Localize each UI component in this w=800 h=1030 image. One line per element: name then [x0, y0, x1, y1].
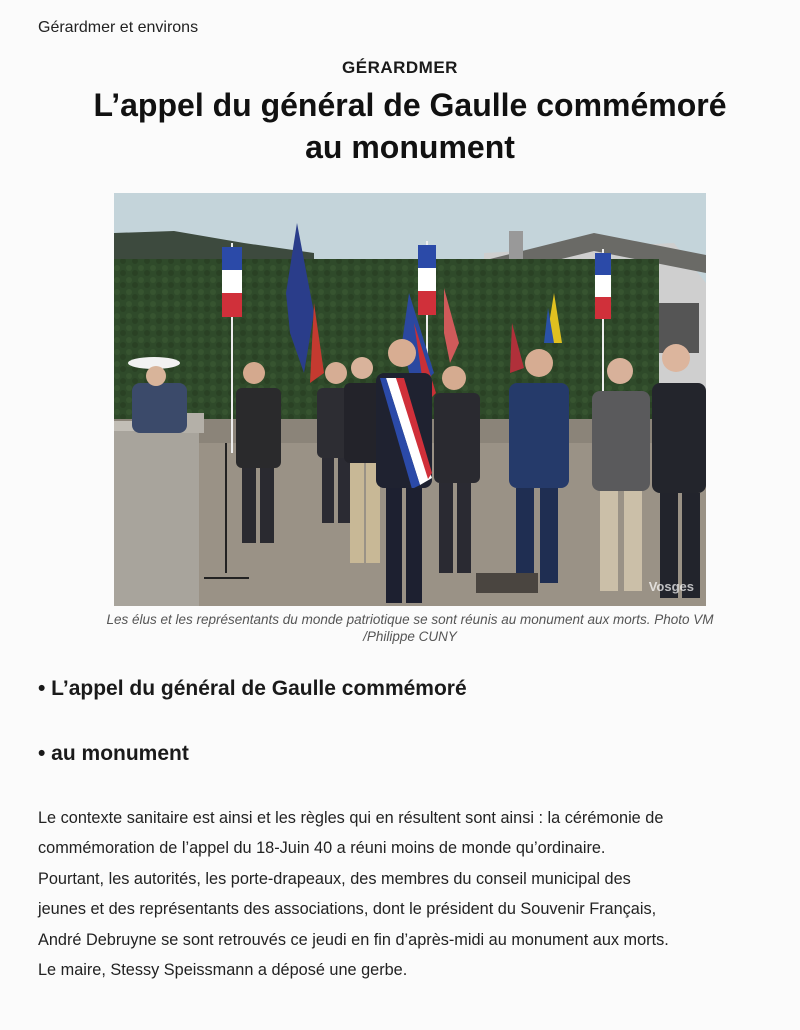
body-line: Le maire, Stessy Speissmann a déposé une gerbe.	[38, 961, 408, 980]
ceremony-photo	[114, 193, 706, 606]
body-line: Le contexte sanitaire est ainsi et les règles qui en résultent sont ainsi : la cérémonie de	[38, 809, 664, 827]
body-line: commémoration de l’appel du 18-Juin 40 a réuni moins de monde qu’ordinaire.	[38, 839, 606, 858]
headline-line-1: L’appel du général de Gaulle commémoré	[93, 87, 727, 123]
section-label: Gérardmer et environs	[38, 19, 199, 36]
headline-line-2: au monument	[305, 129, 515, 165]
article-body	[38, 803, 778, 985]
caption-line-2: /Philippe CUNY	[363, 629, 457, 644]
bullet-heading-1: • L’appel du général de Gaulle commémoré	[38, 677, 467, 700]
kicker: GÉRARDMER	[342, 58, 458, 77]
bullet-heading-2: • au monument	[38, 742, 189, 765]
headline	[20, 84, 800, 168]
photo-watermark: Vosges	[648, 579, 694, 594]
body-line: jeunes et des représentants des associations, dont le président du Souvenir Français,	[38, 900, 657, 919]
photo-caption	[60, 611, 760, 645]
body-line: André Debruyne se sont retrouvés ce jeudi en fin d’après-midi au monument aux morts.	[38, 930, 669, 949]
caption-line-1: Les élus et les représentants du monde patriotique se sont réunis au monument aux morts. Photo VM	[106, 612, 714, 627]
ceremony-photo-illustration	[114, 193, 706, 606]
body-line: Pourtant, les autorités, les porte-drapeaux, des membres du conseil municipal des	[38, 869, 631, 888]
